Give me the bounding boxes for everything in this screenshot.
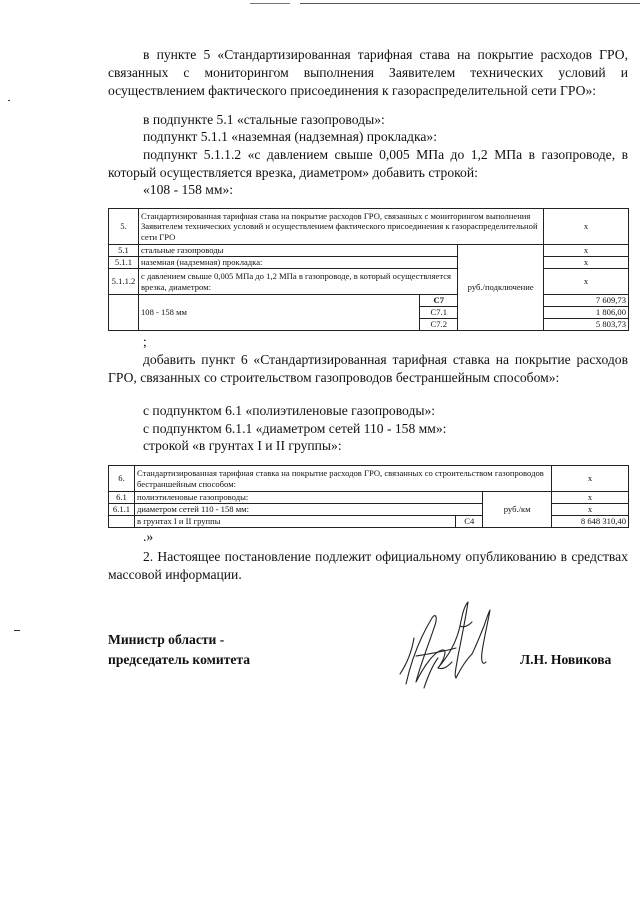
paragraph-point-5: в пункте 5 «Стандартизированная тарифная става на покрытие расходов ГРО, связанных с мониторингом выполнения Заявителем технических условий и осуществлением фактического присоединения к газораспределительной сети ГРО»:	[108, 47, 628, 98]
table-row	[109, 269, 629, 295]
tariff-value: 1 806,00	[544, 307, 629, 319]
tariff-code: С4	[456, 516, 483, 528]
tariff-value: 5 803,73	[544, 319, 629, 331]
row-number: 6.	[109, 466, 135, 492]
row-value: x	[552, 504, 629, 516]
row-value: x	[544, 257, 629, 269]
row-number: 5.	[109, 209, 139, 245]
tariff-value: 7 609,73	[544, 295, 629, 307]
top-border-line-short	[250, 3, 290, 4]
table-row	[109, 257, 629, 269]
tariff-code: С7.1	[420, 307, 458, 319]
row-description: Стандартизированная тарифная става на покрытие расходов ГРО, связанных с мониторингом выполнения Заявителем технических условий и осуществлением фактического присоединения к газораспределительной сети ГРО	[138, 209, 543, 245]
table-row	[109, 245, 629, 257]
row-value: x	[552, 492, 629, 504]
paragraph-subpoint-6-1: с подпунктом 6.1 «полиэтиленовые газопроводы»:	[143, 403, 436, 418]
row-number: 6.1	[109, 492, 135, 504]
row-description: полиэтиленовые газопроводы:	[134, 492, 482, 504]
row-number-empty	[109, 295, 139, 331]
paragraph-subpoint-6-1-1: с подпунктом 6.1.1 «диаметром сетей 110 - 158 мм»:	[143, 421, 447, 436]
row-description: наземная (надземная) прокладка:	[138, 257, 457, 269]
row-description: Стандартизированная тарифная ставка на покрытие расходов ГРО, связанных со строительством газопроводов бестраншейным способом:	[134, 466, 551, 492]
row-description: 108 - 158 мм	[138, 295, 419, 331]
row-description: стальные газопроводы	[138, 245, 457, 257]
row-description: с давлением свыше 0,005 МПа до 1,2 МПа в газопроводе, в который осуществляется врезка, диаметром:	[138, 269, 457, 295]
row-number: 5.1.1	[109, 257, 139, 269]
margin-mark	[8, 100, 10, 101]
table-row	[109, 209, 629, 245]
row-number: 5.1.1.2	[109, 269, 139, 295]
table-row	[109, 466, 629, 492]
paragraph-subpoint-5-1-1: подпункт 5.1.1 «наземная (надземная) прокладка»:	[143, 129, 437, 144]
row-description: диаметром сетей 110 - 158 мм:	[134, 504, 482, 516]
unit-cell: руб./подключение	[458, 245, 544, 331]
row-value: x	[552, 466, 629, 492]
table-row	[109, 295, 629, 307]
paragraph-point-6: добавить пункт 6 «Стандартизированная тарифная ставка на покрытие расходов ГРО, связанных со строительством газопроводов бестраншейным способом»:	[108, 352, 628, 385]
row-number: 6.1.1	[109, 504, 135, 516]
signatory-name: Л.Н. Новикова	[520, 652, 612, 667]
unit-cell: руб./км	[483, 492, 552, 528]
top-border-line	[300, 3, 640, 4]
table2-end-mark: .»	[143, 529, 154, 544]
row-value: x	[544, 209, 629, 245]
signatory-title-line2: председатель комитета	[108, 652, 251, 667]
row-description: в грунтах I и II группы	[134, 516, 455, 528]
tariff-code: С7.2	[420, 319, 458, 331]
paragraph-subpoint-5-1: в подпункте 5.1 «стальные газопроводы»:	[143, 112, 385, 127]
row-value: x	[544, 269, 629, 295]
margin-mark	[14, 630, 20, 631]
paragraph-soil-group: строкой «в грунтах I и II группы»:	[143, 438, 342, 453]
paragraph-diameter-range: «108 - 158 мм»:	[143, 182, 234, 197]
tariff-table-5	[108, 208, 629, 331]
paragraph-publication: 2. Настоящее постановление подлежит официальному опубликованию в средствах массовой информации.	[108, 549, 628, 582]
signatory-title-line1: Министр области -	[108, 632, 225, 647]
handwritten-signature	[398, 596, 508, 696]
paragraph-subpoint-5-1-1-2: подпункт 5.1.1.2 «с давлением свыше 0,005 МПа до 1,2 МПа в газопроводе, в который осуществляется врезка, диаметром» добавить строкой:	[108, 147, 628, 180]
row-number: 5.1	[109, 245, 139, 257]
tariff-value: 8 648 310,40	[552, 516, 629, 528]
tariff-code: С7	[420, 295, 458, 307]
table-row	[109, 492, 629, 504]
signatory-title	[108, 630, 250, 670]
tariff-table-6	[108, 465, 629, 528]
row-number-empty	[109, 516, 135, 528]
row-value: x	[544, 245, 629, 257]
table1-end-mark: ;	[143, 334, 147, 349]
